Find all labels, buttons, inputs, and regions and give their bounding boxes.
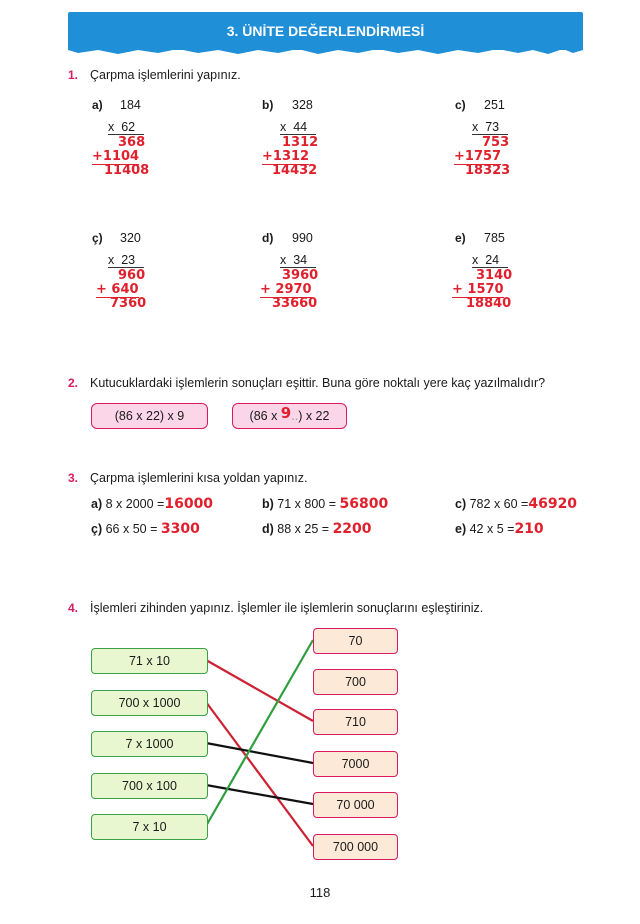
- page-number: 118: [309, 885, 331, 900]
- q1-a-partial2: +1104: [92, 149, 140, 164]
- q1-e-label: e): [455, 231, 466, 245]
- q1-a-partial1: 368: [118, 135, 146, 150]
- q1-b-result: 14432: [272, 163, 318, 178]
- q4-operation-4[interactable]: 700 x 100: [91, 773, 208, 799]
- q4-operation-5[interactable]: 7 x 10: [91, 814, 208, 840]
- q1-d-label: d): [262, 231, 274, 245]
- q1-d-multiplier: x 34: [280, 253, 316, 268]
- match-line-700x1000-700000: [206, 702, 313, 846]
- q4-instruction: İşlemleri zihinden yapınız. İşlemler ile işlemlerin sonuçlarını eşleştiriniz.: [90, 601, 484, 615]
- q1-cc-result: 7360: [110, 296, 147, 311]
- q3-d-answer: 2200: [332, 521, 372, 537]
- q3-a-answer: 16000: [164, 496, 214, 512]
- q2-instruction: Kutucuklardaki işlemlerin sonuçları eşittir. Buna göre noktalı yere kaç yazılmalıdır?: [90, 376, 546, 390]
- q3-item-cc: ç) 66 x 50 = 3300: [91, 521, 200, 537]
- q4-result-1[interactable]: 70: [313, 628, 398, 654]
- q3-c-answer: 46920: [528, 496, 578, 512]
- q1-number: 1.: [68, 68, 79, 82]
- q1-b-partial1: 1312: [282, 135, 319, 150]
- q3-item-b: b) 71 x 800 = 56800: [262, 496, 389, 512]
- q4-result-2[interactable]: 700: [313, 669, 398, 695]
- q1-d-partial2: + 2970: [260, 282, 312, 297]
- q3-number: 3.: [68, 471, 79, 485]
- q4-result-5[interactable]: 70 000: [313, 792, 398, 818]
- q1-e-partial1: 3140: [476, 268, 513, 283]
- q1-cc-partial2: + 640: [96, 282, 139, 297]
- match-line-700x100-70000: [206, 785, 313, 804]
- q1-a-label: a): [92, 98, 103, 112]
- q3-item-a: a) 8 x 2000 =16000: [91, 496, 214, 512]
- q3-item-d: d) 88 x 25 = 2200: [262, 521, 372, 537]
- q1-instruction: Çarpma işlemlerini yapınız.: [90, 68, 241, 82]
- match-line-7x1000-7000: [206, 743, 313, 763]
- q2-expression-box-2: (86 x 9 .. ) x 22: [232, 403, 347, 429]
- q4-result-6[interactable]: 700 000: [313, 834, 398, 860]
- q1-b-multiplier: x 44: [280, 120, 316, 135]
- q1-c-partial1: 753: [482, 135, 510, 150]
- q1-a-result: 11408: [104, 163, 150, 178]
- q3-e-answer: 210: [514, 521, 544, 537]
- q4-number: 4.: [68, 601, 79, 615]
- unit-title: 3. ÜNİTE DEĞERLENDİRMESİ: [226, 23, 425, 39]
- q1-e-partial2: + 1570: [452, 282, 504, 297]
- q1-cc-label: ç): [92, 231, 103, 245]
- q1-a-multiplier: x 62: [108, 120, 144, 135]
- q1-c-result: 18323: [465, 163, 511, 178]
- q1-b-top: 328: [292, 98, 313, 112]
- q3-cc-answer: 3300: [160, 521, 200, 537]
- q1-b-label: b): [262, 98, 274, 112]
- q1-cc-top: 320: [120, 231, 141, 245]
- q1-e-top: 785: [484, 231, 505, 245]
- q3-b-answer: 56800: [339, 496, 389, 512]
- q1-c-top: 251: [484, 98, 505, 112]
- q3-item-c: c) 782 x 60 =46920: [455, 496, 578, 512]
- q1-cc-multiplier: x 23: [108, 253, 144, 268]
- q4-operation-2[interactable]: 700 x 1000: [91, 690, 208, 716]
- q2-number: 2.: [68, 376, 79, 390]
- q3-item-e: e) 42 x 5 =210: [455, 521, 544, 537]
- q1-e-multiplier: x 24: [472, 253, 508, 268]
- q4-result-4[interactable]: 7000: [313, 751, 398, 777]
- q1-b-partial2: +1312: [262, 149, 310, 164]
- q3-instruction: Çarpma işlemlerini kısa yoldan yapınız.: [90, 471, 308, 485]
- q2-expression-box-1: (86 x 22) x 9: [91, 403, 208, 429]
- q2-answer: 9: [280, 404, 292, 422]
- q1-d-top: 990: [292, 231, 313, 245]
- q1-c-multiplier: x 73: [472, 120, 508, 135]
- q1-a-top: 184: [120, 98, 141, 112]
- q1-e-result: 18840: [466, 296, 512, 311]
- q4-operation-3[interactable]: 7 x 1000: [91, 731, 208, 757]
- q1-cc-partial1: 960: [118, 268, 146, 283]
- q1-d-partial1: 3960: [282, 268, 319, 283]
- q1-d-result: 33660: [272, 296, 318, 311]
- q4-result-3[interactable]: 710: [313, 709, 398, 735]
- q1-c-partial2: +1757: [454, 149, 502, 164]
- q1-c-label: c): [455, 98, 466, 112]
- q4-operation-1[interactable]: 71 x 10: [91, 648, 208, 674]
